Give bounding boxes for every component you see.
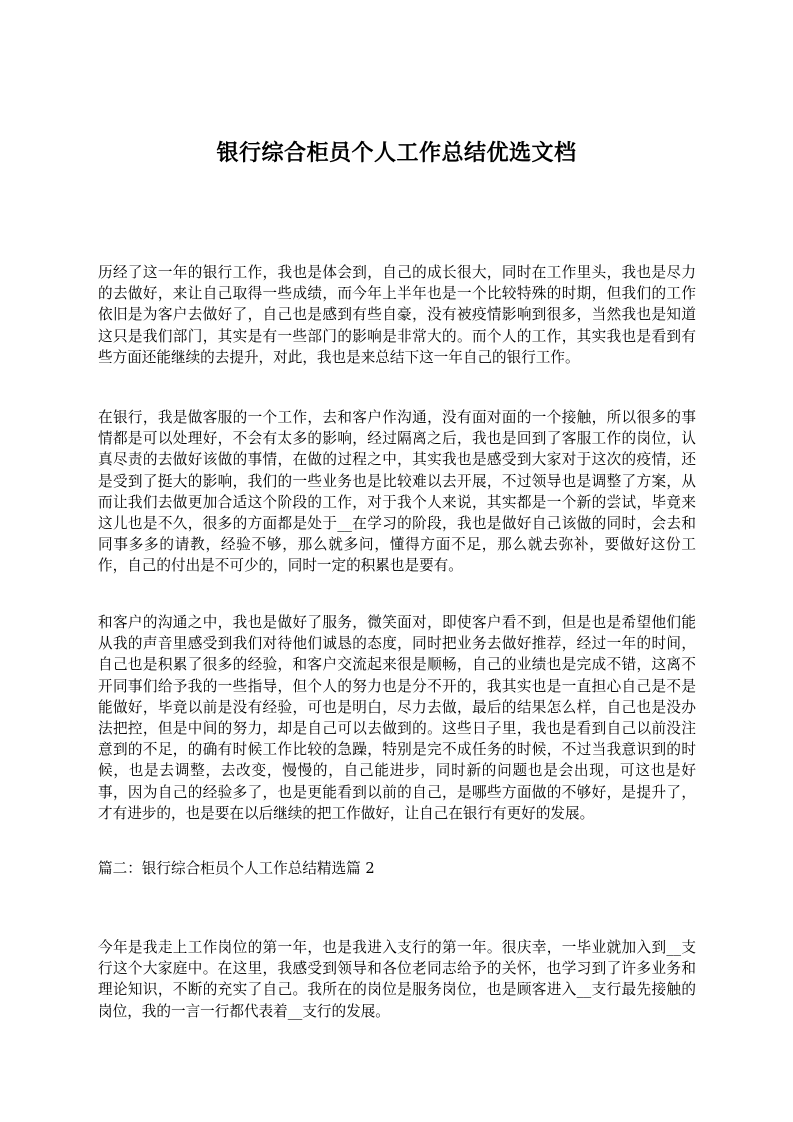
section-paragraph-1: 今年是我走上工作岗位的第一年，也是我进入支行的第一年。很庆幸，一毕业就加入到__支行这个大家庭中。在这里，我感受到领导和各位老同志给予的关怀，也学习到了许多业务和理论知识，不断的充实了自己。我所在的岗位是服务岗位，也是顾客进入__支行最先接触的岗位，我的一言一行都代表着__支行的发展。: [98, 939, 696, 1020]
document-title: 银行综合柜员个人工作总结优选文档: [216, 141, 577, 166]
section-heading: 篇二：银行综合柜员个人工作总结精选篇 2: [98, 860, 375, 877]
paragraph-3: 和客户的沟通之中，我也是做好了服务，微笑面对，即使客户看不到，但是也是希望他们能从我的声音里感受到我们对待他们诚恳的态度，同时把业务去做好推荐，经过一年的时间，自己也是积累了很多的经验，和客户交流起来很是顺畅，自己的业绩也是完成不错，这离不开同事们给予我的一些指导，但个人的努力也是分不开的，我其实也是一直担心自己是不是能做好，毕竟以前是没有经验，可也是明白，尽力去做，最后的结果怎么样，自己也是没办法把控，但是中间的努力，却是自己可以去做到的。这些日子里，我也是看到自己以前没注意到的不足，的确有时候工作比较的急躁，特别是完不成任务的时候，不过当我意识到的时候，也是去调整，去改变，慢慢的，自己能进步，同时新的问题也是会出现，可这也是好事，因为自己的经验多了，也是更能看到以前的自己，是哪些方面做的不够好，是提升了，才有进步的，也是要在以后继续的把工作做好，让自己在银行有更好的发展。: [98, 614, 696, 822]
paragraph-2: 在银行，我是做客服的一个工作，去和客户作沟通，没有面对面的一个接触，所以很多的事情都是可以处理好，不会有太多的影响，经过隔离之后，我也是回到了客服工作的岗位，认真尽责的去做好该做的事情，在做的过程之中，其实我也是感受到大家对于这次的疫情，还是受到了挺大的影响，我们的一些业务也是比较难以去开展，不过领导也是调整了方案，从而让我们去做更加合适这个阶段的工作，对于我个人来说，其实都是一个新的尝试，毕竟来这儿也是不久，很多的方面都是处于__在学习的阶段，我也是做好自己该做的同时，会去和同事多多的请教，经验不够，那么就多问，懂得方面不足，那么就去弥补，要做好这份工作，自己的付出是不可少的，同时一定的积累也是要有。: [98, 409, 696, 575]
paragraph-1: 历经了这一年的银行工作，我也是体会到，自己的成长很大，同时在工作里头，我也是尽力的去做好，来让自己取得一些成绩，而今年上半年也是一个比较特殊的时期，但我们的工作依旧是为客户去做好了，自己也是感到有些自豪，没有被疫情影响到很多，当然我也是知道这只是我们部门，其实是有一些部门的影响是非常大的。而个人的工作，其实我也是看到有些方面还能继续的去提升，对此，我也是来总结下这一年自己的银行工作。: [98, 264, 696, 366]
